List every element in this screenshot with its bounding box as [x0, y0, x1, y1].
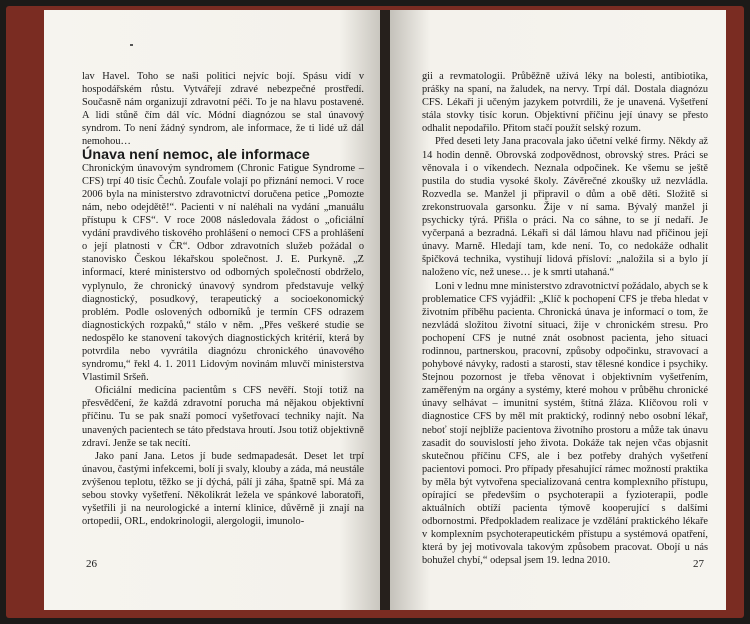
page-number-left: 26	[86, 558, 97, 570]
left-paragraph-1: lav Havel. Toho se naši politici nejvíc bojí. Spásu vidí v hospodářském růstu. Vytvářejí zdravé nebezpečné prostředí. Současně nám organizují zdravotní péči. To je na hlavu postavené. A lidi stůně čím dál víc. Módní diagnózou se stal únavový syndrom. To není žádný syndrom, ale informace, že ti lidé už dál nemohou…	[82, 71, 364, 148]
left-page	[44, 10, 380, 610]
right-paragraph-2: Před deseti lety Jana pracovala jako účetní velké firmy. Někdy až 14 hodin denně. Obrovská zodpovědnost, obrovský stres. Práci se věnovala i o víkendech. Neznala odpočinek. Ke všemu se ještě pustila do studia vysoké školy. Závěrečné zkoušky už nezvládla. Rozvedla se. Manžel ji připravil o dům a obě děti. Složitě si zrekonstruovala garsonku. Žije v ní sama. Bývalý manžel ji psychicky týrá. Přišla o práci. Na co sáhne, to se jí nedaří. Je vyčerpaná a bezradná. Lékaři si dál lámou hlavu nad příčinou její únavy. Marně. Hledají tam, kde není. To, co nedokáže odhalit špičková technika, vystihují lidová přísloví: „naložila si a bylo jí naloženo víc, než unese… je k smrti utahaná.“	[422, 136, 708, 279]
left-page-text	[82, 70, 364, 528]
book-gutter	[380, 10, 390, 610]
left-paragraph-4: Jako paní Jana. Letos jí bude sedmapadesát. Deset let trpí únavou, častými infekcemi, bolí ji svaly, klouby a záda, má neustále zvýšenou teplotu, těžko se jí dýchá, pálí ji záha, špatně spí. Má za sebou stovky vyšetření. Několikrát ležela ve spánkové laboratoři, vyšetřili ji na neurologické a interní klinice, důvěrně ji znají na ortopedii, ORL, endokrinologii, alergologii, imunolo-	[82, 450, 364, 528]
right-paragraph-1: gii a revmatologii. Průběžně užívá léky na bolesti, antibiotika, prášky na spaní, na žaludek, na nervy. Trpí dál. Dostala diagnózu CFS. Lékaři ji učeným jazykem potvrdili, že je unavená. Vyšetření stála stovky tisíc korun. Objektivní příčinu její únavy se přesto odhalit nepodařilo. Přitom stačí použít selský rozum.	[422, 71, 708, 135]
right-page	[390, 10, 726, 610]
section-heading: Únava není nemoc, ale informace	[82, 146, 310, 163]
right-page-text	[422, 70, 708, 568]
left-paragraph-3: Oficiální medicína pacientům s CFS nevěří. Stojí totiž na přesvědčení, že každá zdravotní porucha má nějakou objektivní příčinu. Tu se pak snaží pomocí vyšetřovací techniky najít. Na unavených pacientech se táto představa hroutí. Jsou totiž objektivně zdraví. Jenže se tak necítí.	[82, 385, 364, 449]
right-paragraph-3: Loni v lednu mne ministerstvo zdravotnictví požádalo, abych se k problematice CFS vyjádřil: „Klíč k pochopení CFS je třeba hledat v životním příběhu pacienta. Chronická únava je informací o tom, že nezvládá složitou životní situaci, žije v chronickém stresu. Pro pochopení CFS je nutné znát osobnost pacienta, jeho situaci rodinnou, partnerskou, pracovní, způsoby odpočinku, stravovací a pohybové návyky, radosti a starosti, stav tělesné kondice i psychiky. Stejnou pozornost je třeba věnovat i objektivním vyšetřením, zaměřeným na orgány a systémy, které mohou v průběhu chronické únavy selhávat – imunitní systém, štítná žláza. Klíčovou roli v diagnostice CFS by měl mít praktický, rodinný nebo osobní lékař, neboť stojí nejblíže pacientova životního prostoru a může tak únavu zasadit do souvislostí jeho života. Dokáže tak nejen včas objasnit skutečnou příčinu CFS, ale i bez potřeby drahých vyšetření pacientovi pomoci. Pro případy přesahující rámec možností praktika by měla být vytvořena specializovaná centra komplexního přístupu, opírající se především o psychoterapii a fyzioterapii, podle aktuálních obtíží pacienta týmově kooperující s dalšími odbornostmi. Předpokladem realizace je vzdělání praktického lékaře v komplexním psychoterapeutickém přístupu a systémová opatření, která by jej motivovala takovým způsobem pracovat. Obojí u nás bohužel chybí,“ odepsal jsem 19. ledna 2010.	[422, 280, 708, 567]
page-number-right: 27	[693, 558, 704, 570]
page-mark	[130, 44, 133, 46]
left-paragraph-2: Chronickým únavovým syndromem (Chronic Fatigue Syndrome – CFS) trpí 40 tisíc Čechů. Zoufale volají po přiznání nemoci. V roce 2006 byla na ministerstvo zdravotnictví doručena petice „Pomozte nám, nebo odejdětě!“. Pacienti v ní naléhali na vydání „manuálu přístupu k CFS“. V roce 2008 následovala žádost o „oficiální vydání pravdivého tiskového prohlášení o nemoci CFS a prohlášení o její platnosti v ČR“. Odbor zdravotních služeb požádal o stanovisko Českou lékařskou společnost. J. E. Purkyně. „Z informací, které ministerstvo od odborných společností obdrželo, vyplynulo, že chronický únavový syndrom představuje velký diagnostický, posudkový, terapeutický a socioekonomický problém. Podle oslovených odborníků je termín CFS odrazem diagnostických rozpaků,“ stálo v něm. „Přes veškeré studie se nedospělo ke stanovení takových diagnostických kritérií, která by potvrdila nebo vyvrátila diagnózu chronického únavového syndromu,“ řekl 4. 1. 2011 Lidovým novinám mluvčí ministerstva Vlastimil Sršeň.	[82, 162, 364, 384]
